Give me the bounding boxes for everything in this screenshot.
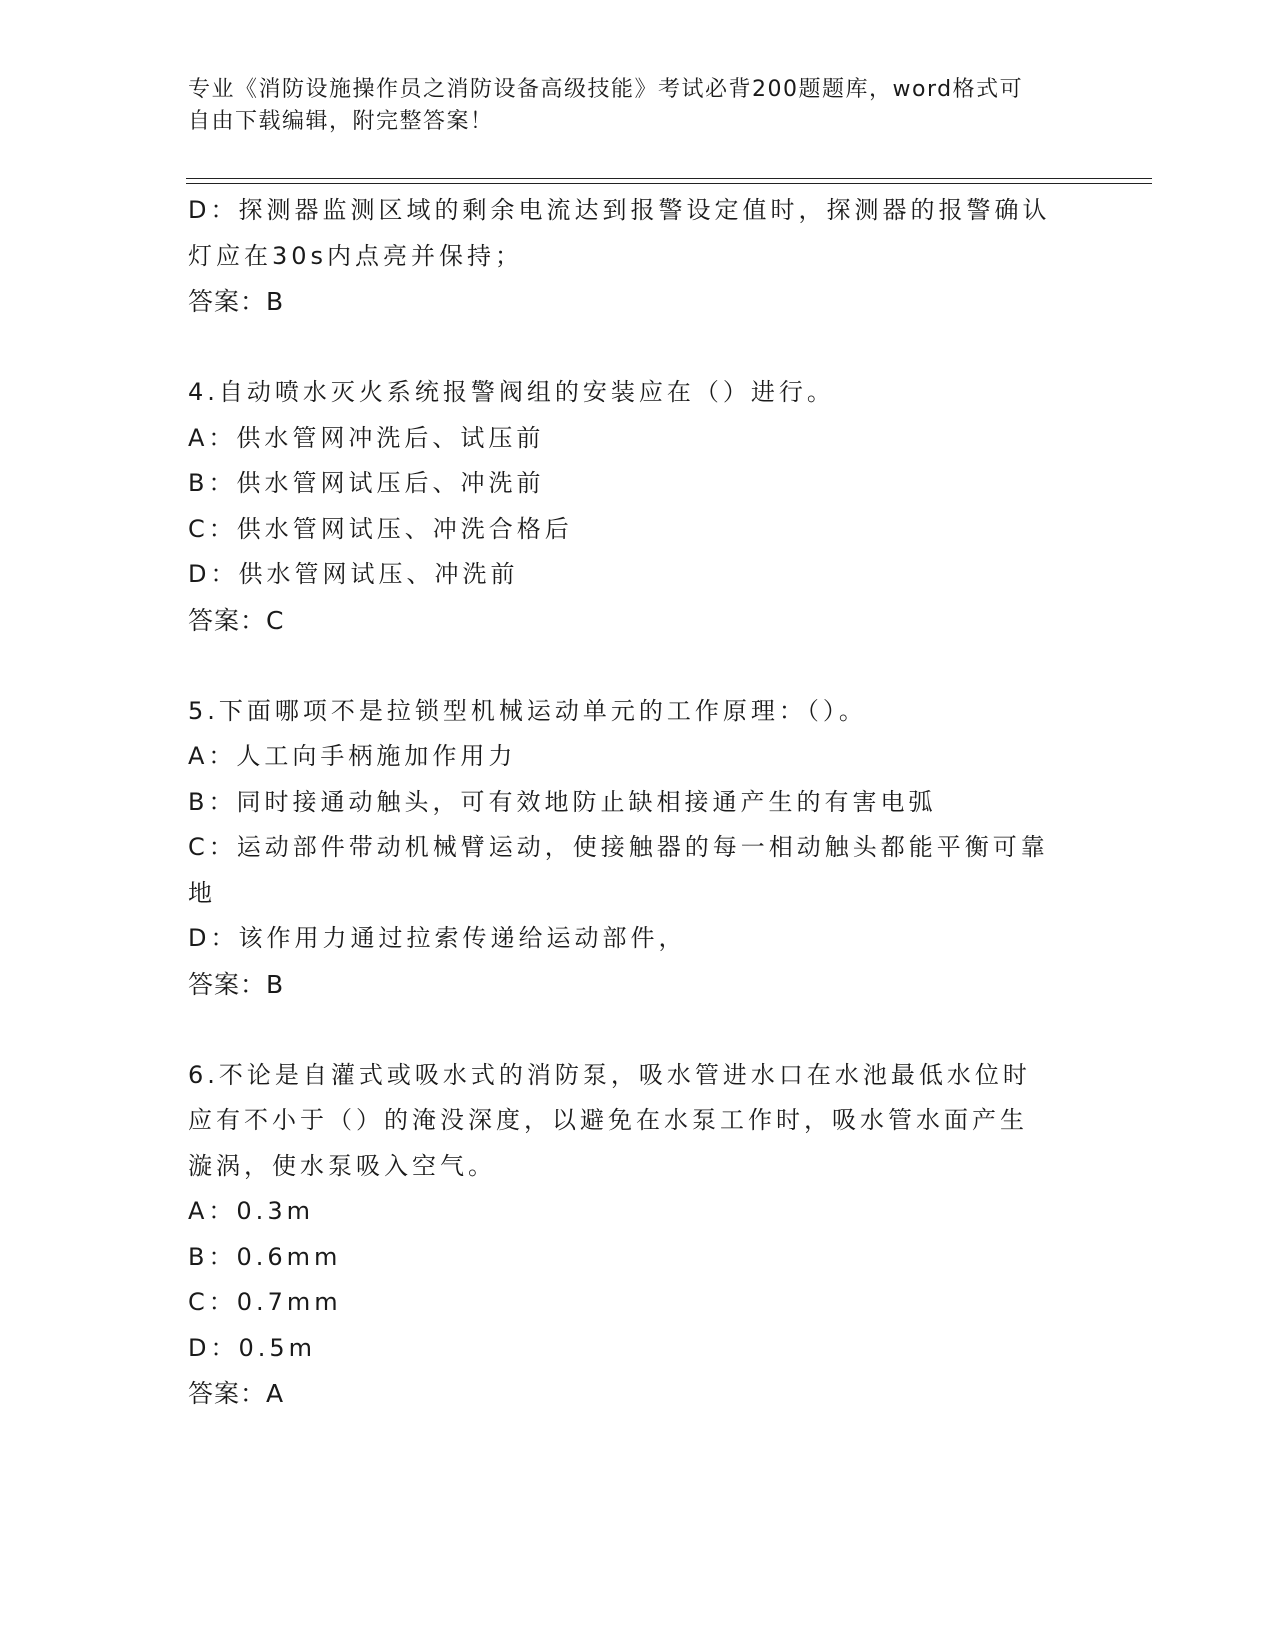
spacer <box>188 643 1068 689</box>
option-b: B：同时接通动触头，可有效地防止缺相接通产生的有害电弧 <box>188 787 937 816</box>
option-c-line-2: 地 <box>188 878 216 907</box>
answer: 答案：B <box>188 287 285 316</box>
option-b: B：供水管网试压后、冲洗前 <box>188 469 545 497</box>
question-stem-line-1: 6.不论是自灌式或吸水式的消防泵，吸水管进水口在水池最低水位时 <box>188 1060 1031 1089</box>
answer: 答案：C <box>188 605 285 635</box>
question-stem-line-2: 应有不小于（）的淹没深度，以避免在水泵工作时，吸水管水面产生 <box>188 1106 1028 1134</box>
option-a: A：0.3m <box>188 1197 314 1225</box>
question-stem-line-3: 漩涡，使水泵吸入空气。 <box>188 1151 496 1180</box>
option-d-line-2: 灯应在30s内点亮并保持； <box>188 241 524 270</box>
header-double-rule <box>186 178 1152 184</box>
header-line-1: 专业《消防设施操作员之消防设备高级技能》考试必背200题题库，word格式可 <box>188 77 1024 102</box>
question-5 <box>188 689 1068 1008</box>
option-d: D：供水管网试压、冲洗前 <box>188 560 519 588</box>
option-a: A：人工向手柄施加作用力 <box>188 742 517 770</box>
header-line-2: 自由下载编辑，附完整答案！ <box>188 109 494 134</box>
answer: 答案：B <box>188 969 285 999</box>
option-a: A：供水管网冲洗后、试压前 <box>188 423 545 452</box>
question-4 <box>188 370 1068 643</box>
question-stem: 4.自动喷水灭火系统报警阀组的安装应在（）进行。 <box>188 378 835 406</box>
page-header <box>188 74 1068 138</box>
answer: 答案：A <box>188 1379 285 1408</box>
option-b: B：0.6mm <box>188 1242 342 1271</box>
question-3-tail <box>188 188 1068 325</box>
option-c-line-1: C：运动部件带动机械臂运动，使接触器的每一相动触头都能平衡可靠 <box>188 833 1049 861</box>
option-d-line-1: D：探测器监测区域的剩余电流达到报警设定值时，探测器的报警确认 <box>188 196 1051 224</box>
spacer <box>188 1007 1068 1053</box>
question-6 <box>188 1053 1068 1417</box>
question-stem: 5.下面哪项不是拉锁型机械运动单元的工作原理：（）。 <box>188 696 867 725</box>
option-c: C：0.7mm <box>188 1288 342 1316</box>
option-d: D：0.5m <box>188 1333 317 1362</box>
spacer <box>188 325 1068 371</box>
option-d: D：该作用力通过拉索传递给运动部件， <box>188 924 687 952</box>
option-c: C：供水管网试压、冲洗合格后 <box>188 514 573 543</box>
document-body <box>188 188 1068 1417</box>
